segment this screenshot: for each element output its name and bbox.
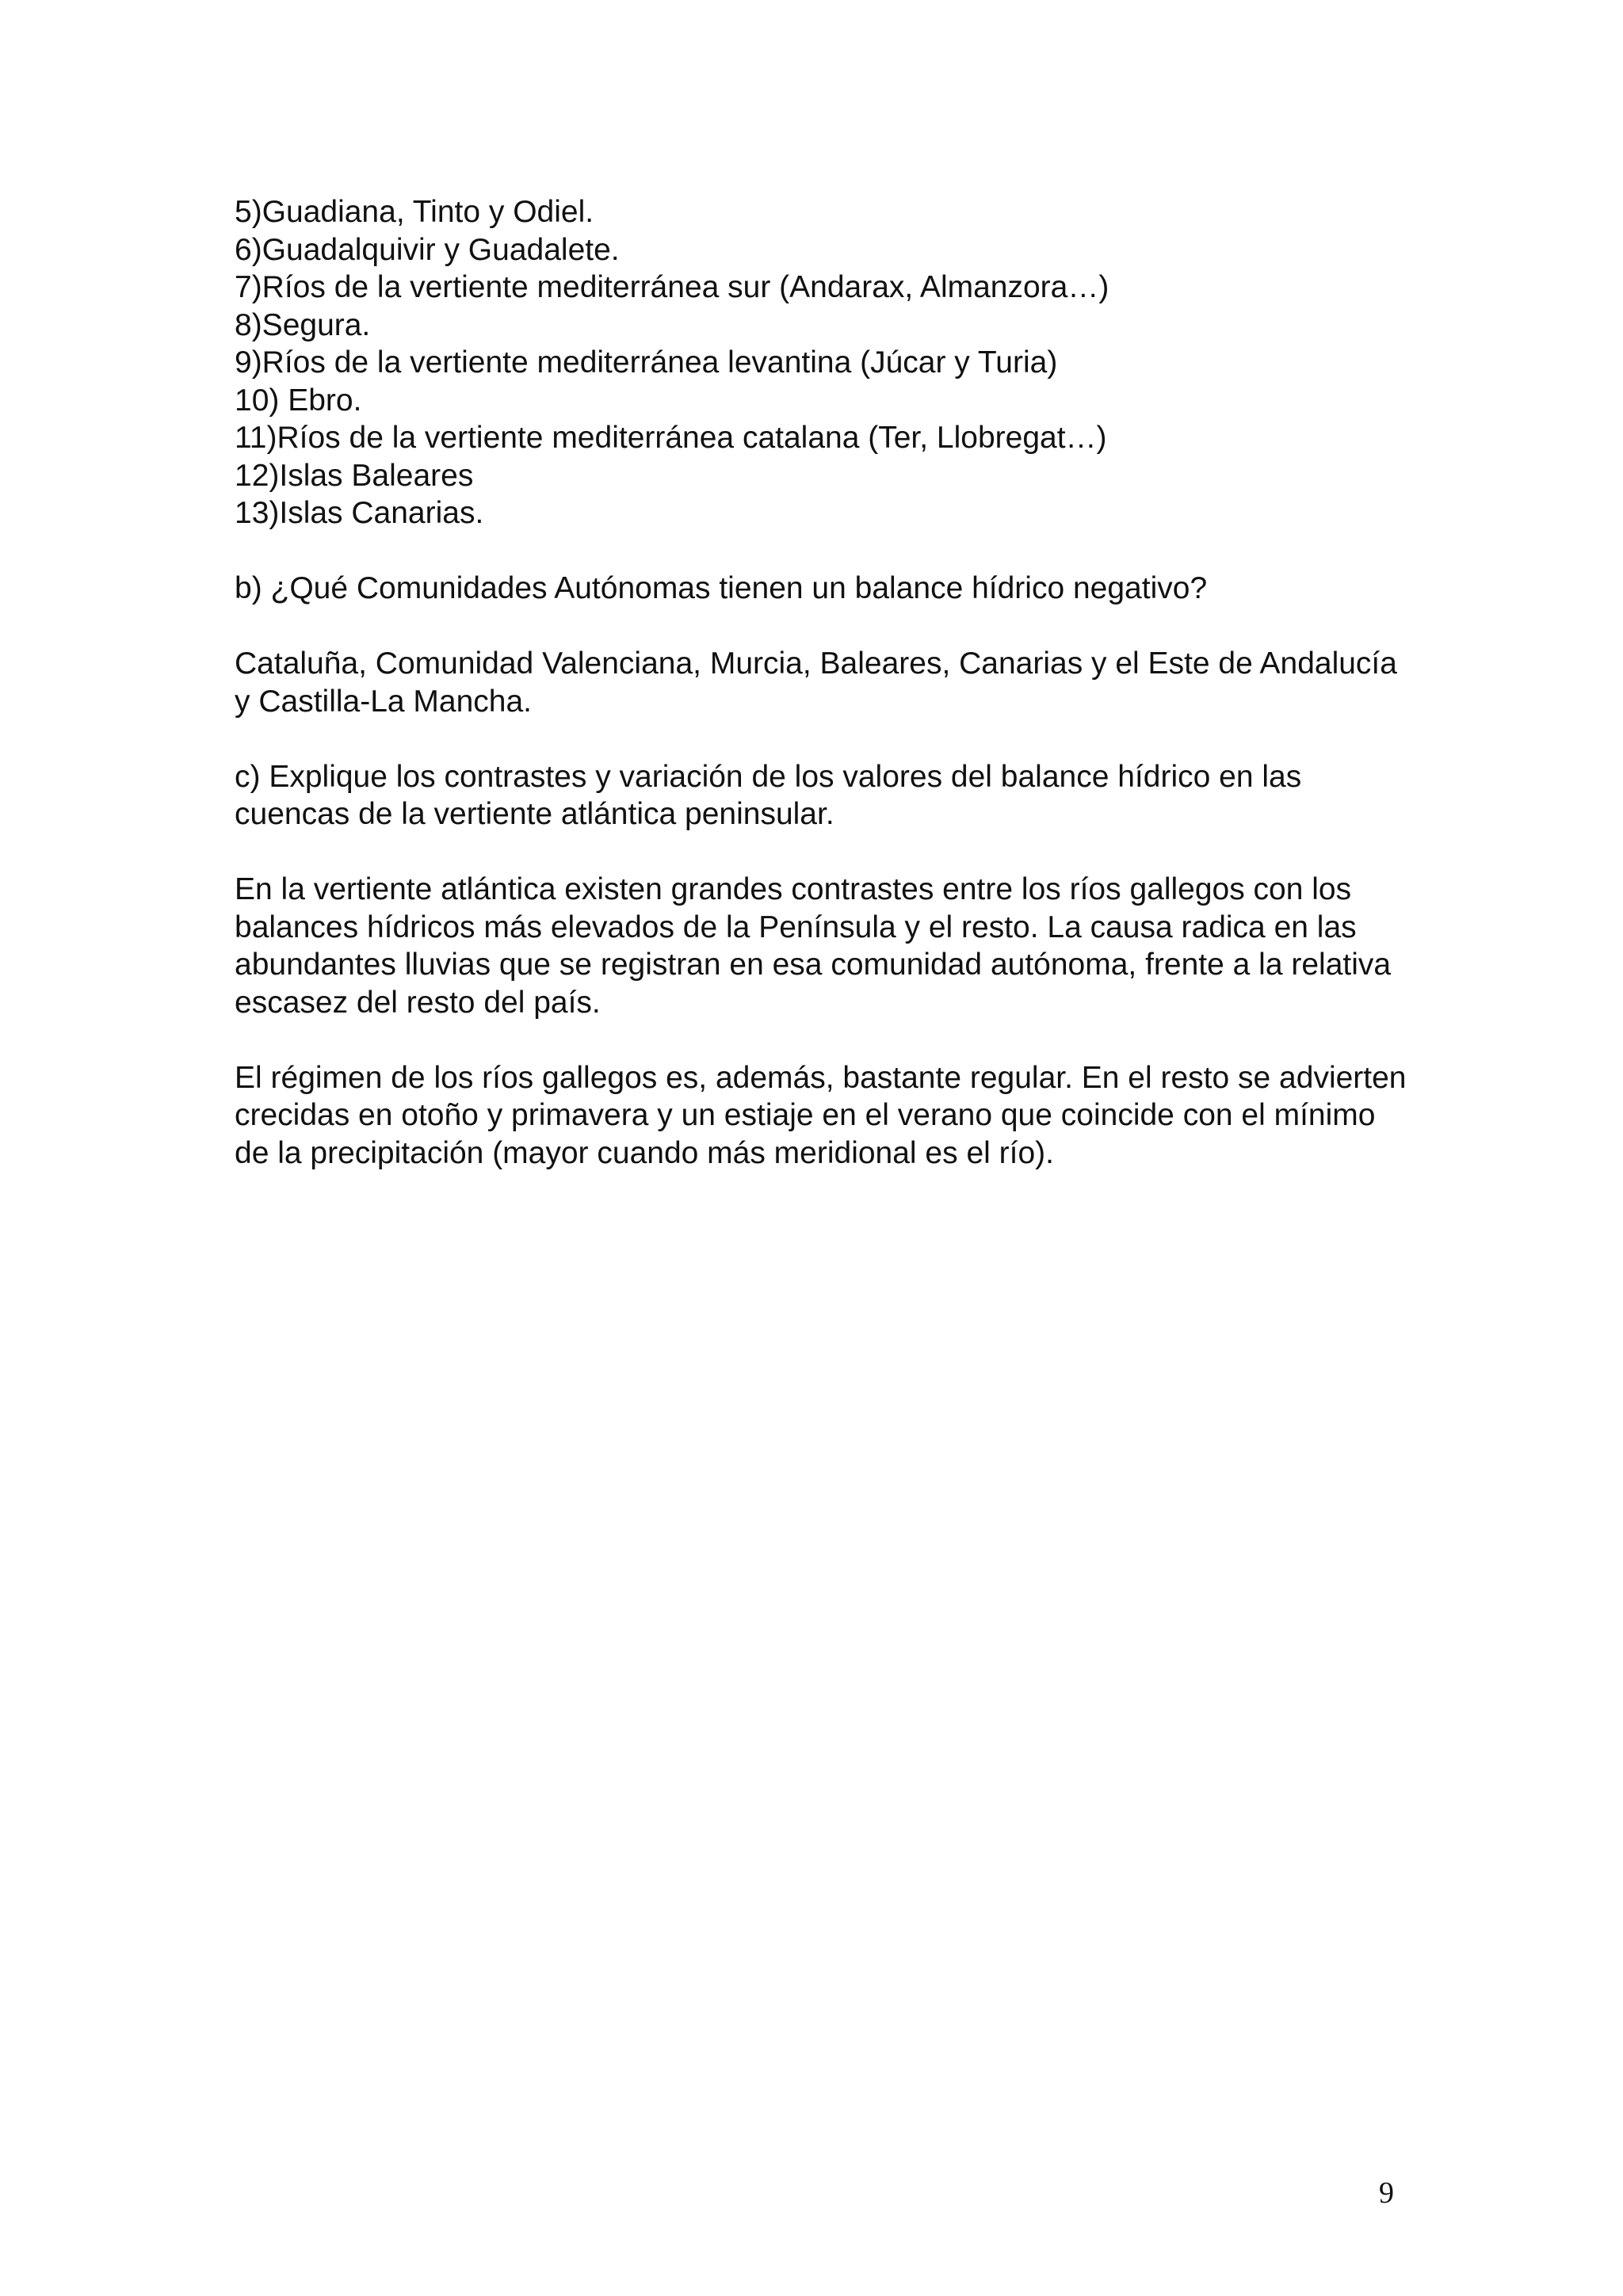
list-item: 12)Islas Baleares [235,458,474,493]
list-item: 11)Ríos de la vertiente mediterránea catalana (Ter, Llobregat…) [235,421,1107,455]
basin-list [235,193,1407,532]
list-item: 9)Ríos de la vertiente mediterránea levantina (Júcar y Turia) [235,345,1058,379]
page-number: 9 [1379,2176,1394,2210]
answer-c-paragraph: En la vertiente atlántica existen grandes contrastes entre los ríos gallegos con los balances hídricos más elevados de la Península y el resto. La causa radica en las abundantes lluvias que se registran en esa comunidad autónoma, frente a la relativa escasez del resto del país. [235,872,1392,1020]
list-item: 13)Islas Canarias. [235,496,484,530]
list-item: 7)Ríos de la vertiente mediterránea sur (Andarax, Almanzora…) [235,270,1109,304]
question-c: c) Explique los contrastes y variación de los valores del balance hídrico en las cuencas de la vertiente atlántica peninsular. [235,759,1302,831]
answer-c-paragraph: El régimen de los ríos gallegos es, además, bastante regular. En el resto se advierten crecidas en otoño y primavera y un estiaje en el verano que coincide con el mínimo de la precipitación (mayor cuando más meridional es el río). [235,1060,1407,1170]
list-item: 5)Guadiana, Tinto y Odiel. [235,195,594,229]
answer-b: Cataluña, Comunidad Valenciana, Murcia, Baleares, Canarias y el Este de Andalucía y Castilla-La Mancha. [235,646,1397,719]
question-b: b) ¿Qué Comunidades Autónomas tienen un balance hídrico negativo? [235,571,1208,605]
list-item: 8)Segura. [235,307,371,342]
page-content [235,193,1407,1172]
list-item: 10) Ebro. [235,383,362,418]
list-item: 6)Guadalquivir y Guadalete. [235,232,620,267]
